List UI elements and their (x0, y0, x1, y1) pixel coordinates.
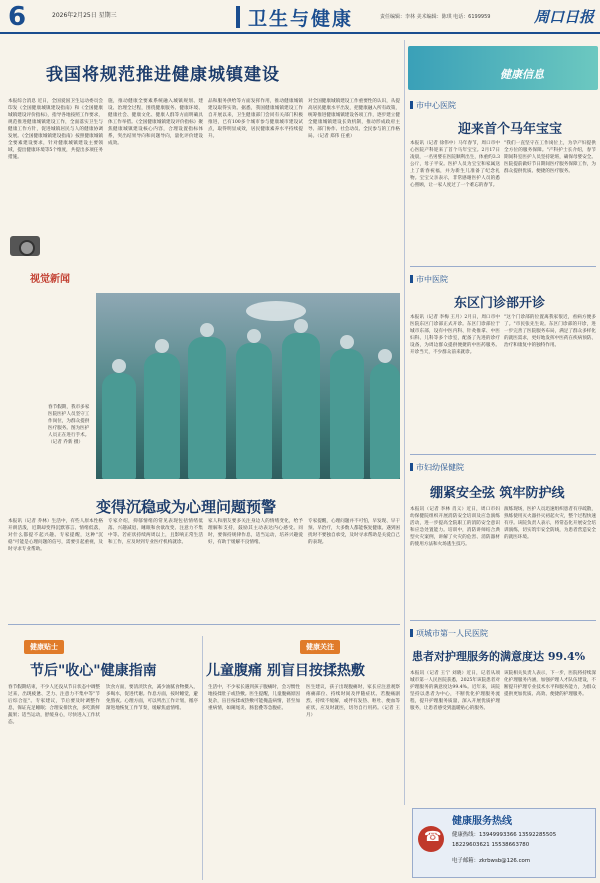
tip-column-4: 医生建议，孩子出现腹痛时，家长应注意观察疼痛部位、持续时间及伴随症状。若腹痛剧烈、持续不缓解，或伴有发热、呕吐、便血等症状，应及时就医，切勿自行用药。（记者 王月） (306, 685, 400, 718)
mid-headline: 变得沉稳或为心理问题预警 (96, 498, 277, 516)
article-column: 本报讯（记者 李梅 王月）2月日，周口市中医院东区门诊部正式开诊。东区门诊部位于城市东部，设有中医内科、针灸推拿、中医妇科、儿科等多个诊室，配备了先进的诊疗设备，为周边群众提供便捷的中医药服务。开诊当天，不少群众前来就诊。 (410, 315, 500, 355)
article-column: "我们一直坚守在工作岗位上，为孕产妇提供全方位的服务保障。"产科护士长介绍，春节期间科室医护人员坚持轮班，确保母婴安全。医院提前做好节日期间医疗服务保障工作，为群众提供优质、便捷的医疗服务。 (504, 141, 596, 174)
photo-figure (102, 373, 136, 479)
photo-figure-head (200, 323, 214, 337)
article-title: 绷紧安全弦 筑牢防护线 (430, 486, 565, 501)
article-location: 市中医院 (410, 274, 448, 285)
article-column: 本报讯（记者 李林 肖义）近日，周口市妇幼保健院组织开展消防安全培训及应急演练活动，进一步提高全院职工的消防安全意识和应急处置能力。培训中，消防讲师结合典型火灾案例，讲解了火灾的危害、消防器材的使用方法和火场逃生技巧。 (410, 507, 500, 547)
photo-figure (236, 343, 272, 479)
newspaper-logo: 周口日报 (534, 8, 595, 26)
article-location: 市中心医院 (410, 100, 456, 111)
column-divider (404, 40, 405, 805)
lead-column-1: 本报综合消息 近日，全国爱国卫生运动委员会印发《全国健康城镇建设指南》和《全国健康城镇建设评价指标》，指导各地按照工作要求，规范推进健康城镇建设工作，全面落实卫生与健康工作方针，促进城镇居民与人的健康协调发展。《全国健康城镇建设指南》按照健康城镇全要素建设要求，针对健康城镇建设主要领域，提出健康环境等5个维度，共提出多项任务措施。 (8, 99, 103, 160)
article-divider (410, 620, 596, 621)
photo-figure-head (378, 349, 392, 363)
health-tips-tag: 健康贴士 (24, 640, 64, 654)
health-info-label: 健康信息 (500, 68, 544, 81)
hotline-title: 健康服务热线 (452, 816, 512, 827)
tip-column-2: 饮食方面，要清淡饮食，减少油腻食物摄入，多喝水，促进代谢。作息方面，按时睡觉，避免熬夜。心理方面，可以列出工作计划，循序渐进地恢复工作节奏，缓解焦虑情绪。 (106, 685, 198, 711)
phone-icon (418, 826, 444, 852)
issue-date: 2026年2月25日 星期三 (52, 12, 117, 19)
hotline-numbers: 18229603621 15538663780 (452, 842, 530, 848)
article-location: 市妇幼保健院 (410, 462, 464, 473)
health-focus-tag: 健康关注 (300, 640, 340, 654)
photo-figure (282, 333, 320, 479)
photo-figure (370, 363, 400, 479)
photo-figure-head (112, 359, 126, 373)
mid-column-3: 家人和朋友要多关注身边人的情绪变化，给予理解和支持，鼓励其主动表达内心感受。同时，要保持规律作息，适当运动，培养兴趣爱好，有助于缓解不良情绪。 (208, 519, 303, 545)
photo-caption: 春节假期，我市多家医院医护人员坚守工作岗位，为群众提供医疗服务。图为医护人员正在进行手术。（记者 乔新 摄） (48, 405, 90, 445)
tip-column-3: 生活中，不少家长遇到孩子腹痛时，会习惯性地按揉肚子或热敷。医生提醒，儿童腹痛原因复杂，盲目按揉或热敷可能掩盖病情，甚至加重病情，如阑尾炎、肠套叠等急腹症。 (208, 685, 300, 711)
surgical-lamp (246, 301, 306, 321)
photo-figure (188, 337, 226, 479)
photo-figure (330, 349, 364, 479)
hotline-numbers: 健康热线：13949993366 13592285505 (452, 832, 557, 838)
lead-column-4: 对全国健康城镇建设工作重要性的认识，从提高居民健康水平出发，把健康融入所有政策，统筹推进健康城镇建设各项工作，逐步建立健全健康城镇建设长效机制，推动形成政府主导、部门协作、社会动员、全民参与的工作格局。（记者 郑伟 任重） (308, 99, 400, 139)
masthead (0, 0, 600, 34)
article-location: 项城市第一人民医院 (410, 628, 488, 639)
photo-figure-head (155, 339, 169, 353)
lead-column-3: 品和服务供给等方面发挥作用，推动健康城镇建设取得实效。据悉，我国健康城镇建设工作自开展以来，卫生健康部门会同有关部门积极推进，已有100多个城市参与健康城市建设试点，取得明显成效，居民健康素养水平持续提升。 (208, 99, 303, 139)
article-column: 本报讯（记者 徐伟中）马年春节，周口市中心医院产科迎来了首个马年宝宝。2月17日凌晨，一名男婴在医院顺利出生，体重约3.3公斤，母子平安。医护人员为宝宝和家属送上了新春祝福，并为新生儿准备了纪念礼物。宝宝父亲表示，非常感谢医护人员的悉心照顾，让一家人度过了一个难忘的春节。 (410, 141, 500, 188)
photo-figure-head (340, 335, 354, 349)
article-column: "这个门诊部的位置离我家很近，看病方便多了。"市民张先生说。东区门诊部的开诊，进一步完善了医院服务布局，满足了群众多样化的就医需求，更好地发挥中医药在疾病预防、治疗和康复中的独特作用。 (504, 315, 596, 348)
mid-column-1: 本报讯（记者 乔林）生活中，有些人原本性格开朗活泼，近期却变得沉默寡言、情绪低落，对什么都提不起兴趣。专家提醒，这种"沉稳"可能是心理问题的信号，需要引起重视，及时寻求专业帮助。 (8, 519, 103, 552)
tip-headline: 节后"收心"健康指南 (30, 663, 157, 679)
article-title: 东区门诊部开诊 (454, 296, 546, 311)
article-divider (410, 454, 596, 455)
article-column: 该院相关负责人表示，下一步，医院将持续深化护理服务内涵，加强护理人才队伍建设，不断提升护理专业技术水平和服务能力，为群众提供更加优质、高效、便捷的护理服务。 (504, 671, 596, 697)
photo-figure-head (247, 329, 261, 343)
mid-column-2: 专家介绍，抑郁情绪的常见表现包括情绪低落、兴趣减退、睡眠和食欲改变、注意力不集中等。若症状持续两周以上，且影响正常生活和工作，应及时到专业医疗机构就诊。 (108, 519, 203, 545)
surgery-photo (96, 293, 400, 479)
article-divider (410, 266, 596, 267)
photo-figure-head (294, 319, 308, 333)
article-column: 本报讯（记者 王宁 刘晓）近日，记者从项城市第一人民医院获悉，2025年该院患者对护理服务的满意度达99.4%。近年来，该院坚持以患者为中心，不断优化护理服务流程，提升护理服务质量，深入开展优质护理服务，让患者感受到温暖贴心的服务。 (410, 671, 500, 711)
visual-news-label: 视觉新闻 (30, 274, 70, 285)
lead-headline: 我国将规范推进健康城镇建设 (46, 65, 280, 85)
section-marker (236, 6, 240, 28)
section-divider (8, 624, 400, 625)
camera-icon (10, 236, 40, 256)
article-title: 患者对护理服务的满意度达 99.4% (412, 650, 586, 663)
section-title: 卫生与健康 (248, 8, 354, 30)
editor-credits: 责任编辑：李林 美术编辑：陈琪 电话：6199959 (380, 14, 491, 20)
column-divider (202, 636, 203, 880)
hotline-email: 电子邮箱：zkrbwsb@126.com (452, 858, 531, 864)
mid-column-4: 专家提醒，心理问题并不可怕，早发现、早干预、早治疗，大多数人都能恢复健康。遇到困扰时不要独自承受，及时寻求帮助是关爱自己的表现。 (308, 519, 400, 545)
tip-headline: 儿童腹痛 别盲目按揉热敷 (206, 663, 365, 679)
article-column: 演练现场，医护人员迅速组织患者有序疏散，熟练使用灭火器扑灭初起火灾，整个过程快速有序。该院负责人表示，将常态化开展安全培训演练，切实筑牢安全防线，为患者营造安全的就医环境。 (504, 507, 596, 540)
article-title: 迎来首个马年宝宝 (458, 122, 563, 137)
lead-column-2: 施，推动健康全要素系统融入城镇规划、建设、治理全过程，围绕健康服务、健康环境、健康社会、健康文化、健康人群等方面明确具体工作举措。《全国健康城镇建设评价指标》聚焦健康城镇建设核心内容，合理设置指标体系，突出结果导向和问题导向，量化评价建设成效。 (108, 99, 203, 146)
photo-figure (144, 353, 180, 479)
page-number: 6 (8, 2, 27, 32)
tip-column-1: 春节假期结束，不少人还没从节日状态中调整过来，出现疲惫、乏力、注意力不集中等"节后综合征"。专家建议，节后要及时调整作息，保证充足睡眠；合理安排饮食，多吃新鲜蔬果；适当运动，舒缓身心，尽快进入工作状态。 (8, 685, 100, 725)
